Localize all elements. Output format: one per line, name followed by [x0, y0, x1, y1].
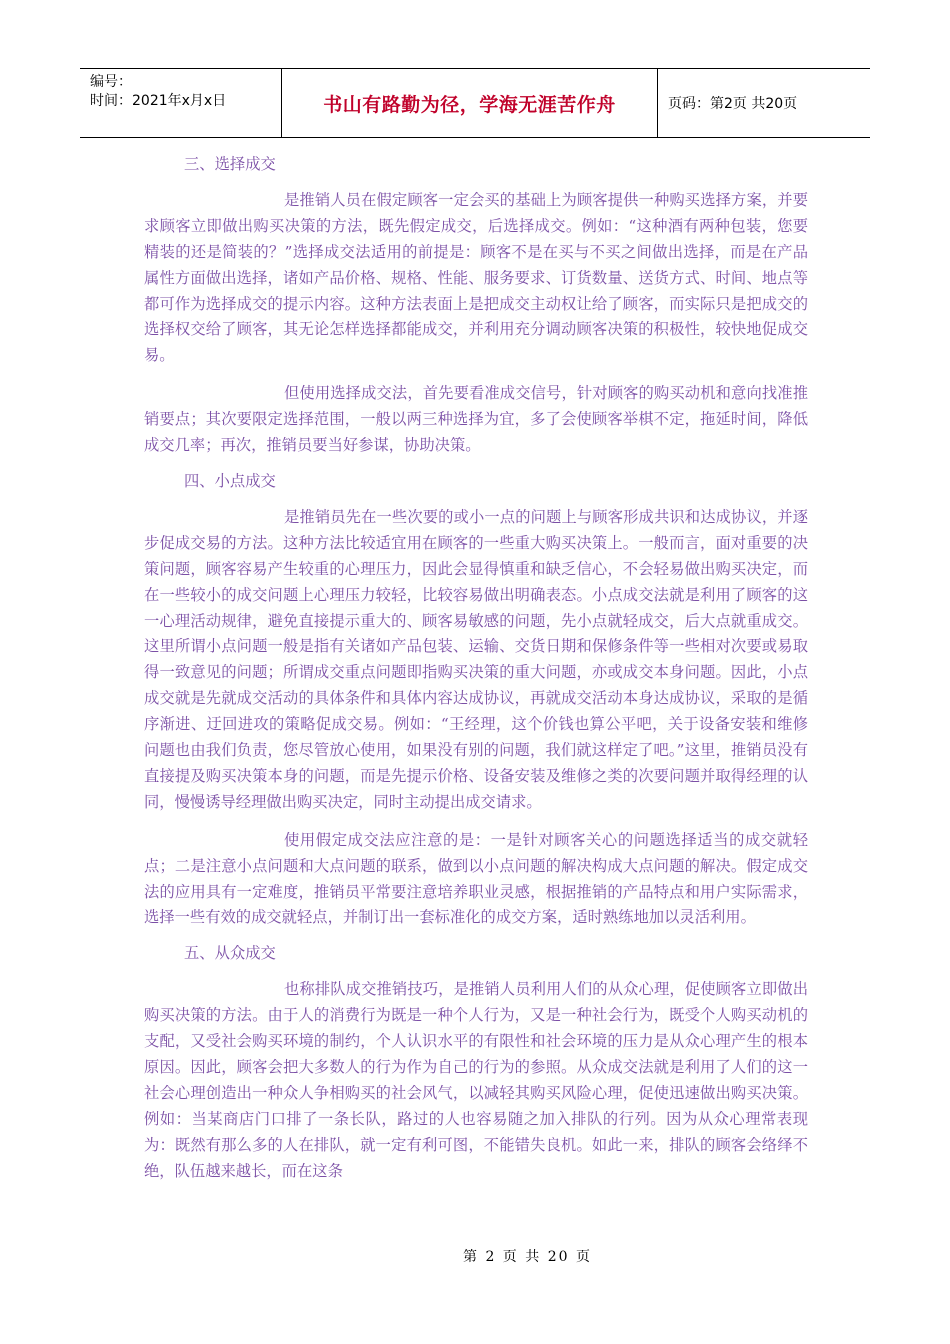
paragraph: 是推销员先在一些次要的或小一点的问题上与顾客形成共识和达成协议，并逐步促成交易的方法。这种方法比较适宜用在顾客的一些重大购买决策上。一般而言，面对重要的决策问题，顾客容易产生较重的心理压力，因此会显得慎重和缺乏信心，不会轻易做出购买决定，而在一些较小的成交问题上心理压力较轻，比较容易做出明确表态。小点成交法就是利用了顾客的这一心理活动规律，避免直接提示重大的、顾客易敏感的问题，先小点就轻成交，后大点就重成交。这里所谓小点问题一般是指有关诸如产品包装、运输、交货日期和保修条件等一些相对次要或易取得一致意见的问题；所谓成交重点问题即指购买决策的重大问题，亦或成交本身问题。因此，小点成交就是先就成交活动的具体条件和具体内容达成协议，再就成交活动本身达成协议，采取的是循序渐进、迂回进攻的策略促成交易。例如：“王经理，这个价钱也算公平吧，关于设备安装和维修问题也由我们负责，您尽管放心使用，如果没有别的问题，我们就这样定了吧。”这里，推销员没有直接提及购买决策本身的问题，而是先提示价格、设备安装及维修之类的次要问题并取得经理的认同，慢慢诱导经理做出购买决定，同时主动提出成交请求。 — [144, 507, 808, 811]
page-footer — [0, 1246, 950, 1266]
document-body — [144, 152, 808, 1185]
header-page-info: 页码：第2页 共20页 — [668, 96, 798, 112]
header-meta — [80, 69, 282, 137]
footer-page-number: 第 2 页 共 20 页 — [463, 1249, 592, 1265]
section-heading-4: 四、小点成交 — [184, 471, 276, 490]
doc-number: 编号： — [90, 74, 132, 90]
paragraph: 也称排队成交推销技巧，是推销人员利用人们的从众心理，促使顾客立即做出购买决策的方法。由于人的消费行为既是一种个人行为，又是一种社会行为，既受个人购买动机的支配，又受社会购买环境的制约，个人认识水平的有限性和社会环境的压力是从众心理产生的根本原因。因此，顾客会把大多数人的行为作为自己的行为的参照。从众成交法就是利用了人们的这一社会心理创造出一种众人争相购买的社会风气，以减轻其购买风险心理，促使迅速做出购买决策。例如：当某商店门口排了一条长队，路过的人也容易随之加入排队的行列。因为从众心理常表现为：既然有那么多的人在排队，就一定有利可图，不能错失良机。如此一来，排队的顾客会络绎不绝，队伍越来越长，而在这条 — [144, 980, 808, 1180]
paragraph: 是推销人员在假定顾客一定会买的基础上为顾客提供一种购买选择方案，并要求顾客立即做出购买决策的方法，既先假定成交，后选择成交。例如：“这种酒有两种包装，您要精装的还是简装的？”选择成交法适用的前提是：顾客不是在买与不买之间做出选择，而是在产品属性方面做出选择，诸如产品价格、规格、性能、服务要求、订货数量、送货方式、时间、地点等都可作为选择成交的提示内容。这种方法表面上是把成交主动权让给了顾客，而实际只是把成交的选择权交给了顾客，其无论怎样选择都能成交，并利用充分调动顾客决策的积极性，较快地促成交易。 — [144, 190, 808, 365]
paragraph: 使用假定成交法应注意的是：一是针对顾客关心的问题选择适当的成交就轻点；二是注意小点问题和大点问题的联系，做到以小点问题的解决构成大点问题的解决。假定成交法的应用具有一定难度，推销员平常要注意培养职业灵感，根据推销的产品特点和用户实际需求，选择一些有效的成交就轻点，并制订出一套标准化的成交方案，适时熟练地加以灵活利用。 — [144, 830, 808, 927]
section-heading-5: 五、从众成交 — [184, 944, 276, 963]
section-heading-3: 三、选择成交 — [184, 155, 276, 173]
page-header — [80, 68, 870, 138]
paragraph: 但使用选择成交法，首先要看准成交信号，针对顾客的购买动机和意向找准推销要点；其次要限定选择范围，一般以两三种选择为宜，多了会使顾客举棋不定，拖延时间，降低成交几率；再次，推销员要当好参谋，协助决策。 — [144, 384, 808, 455]
header-motto: 书山有路勤为径，学海无涯苦作舟 — [282, 69, 658, 137]
doc-date: 时间：2021年x月x日 — [90, 93, 227, 109]
